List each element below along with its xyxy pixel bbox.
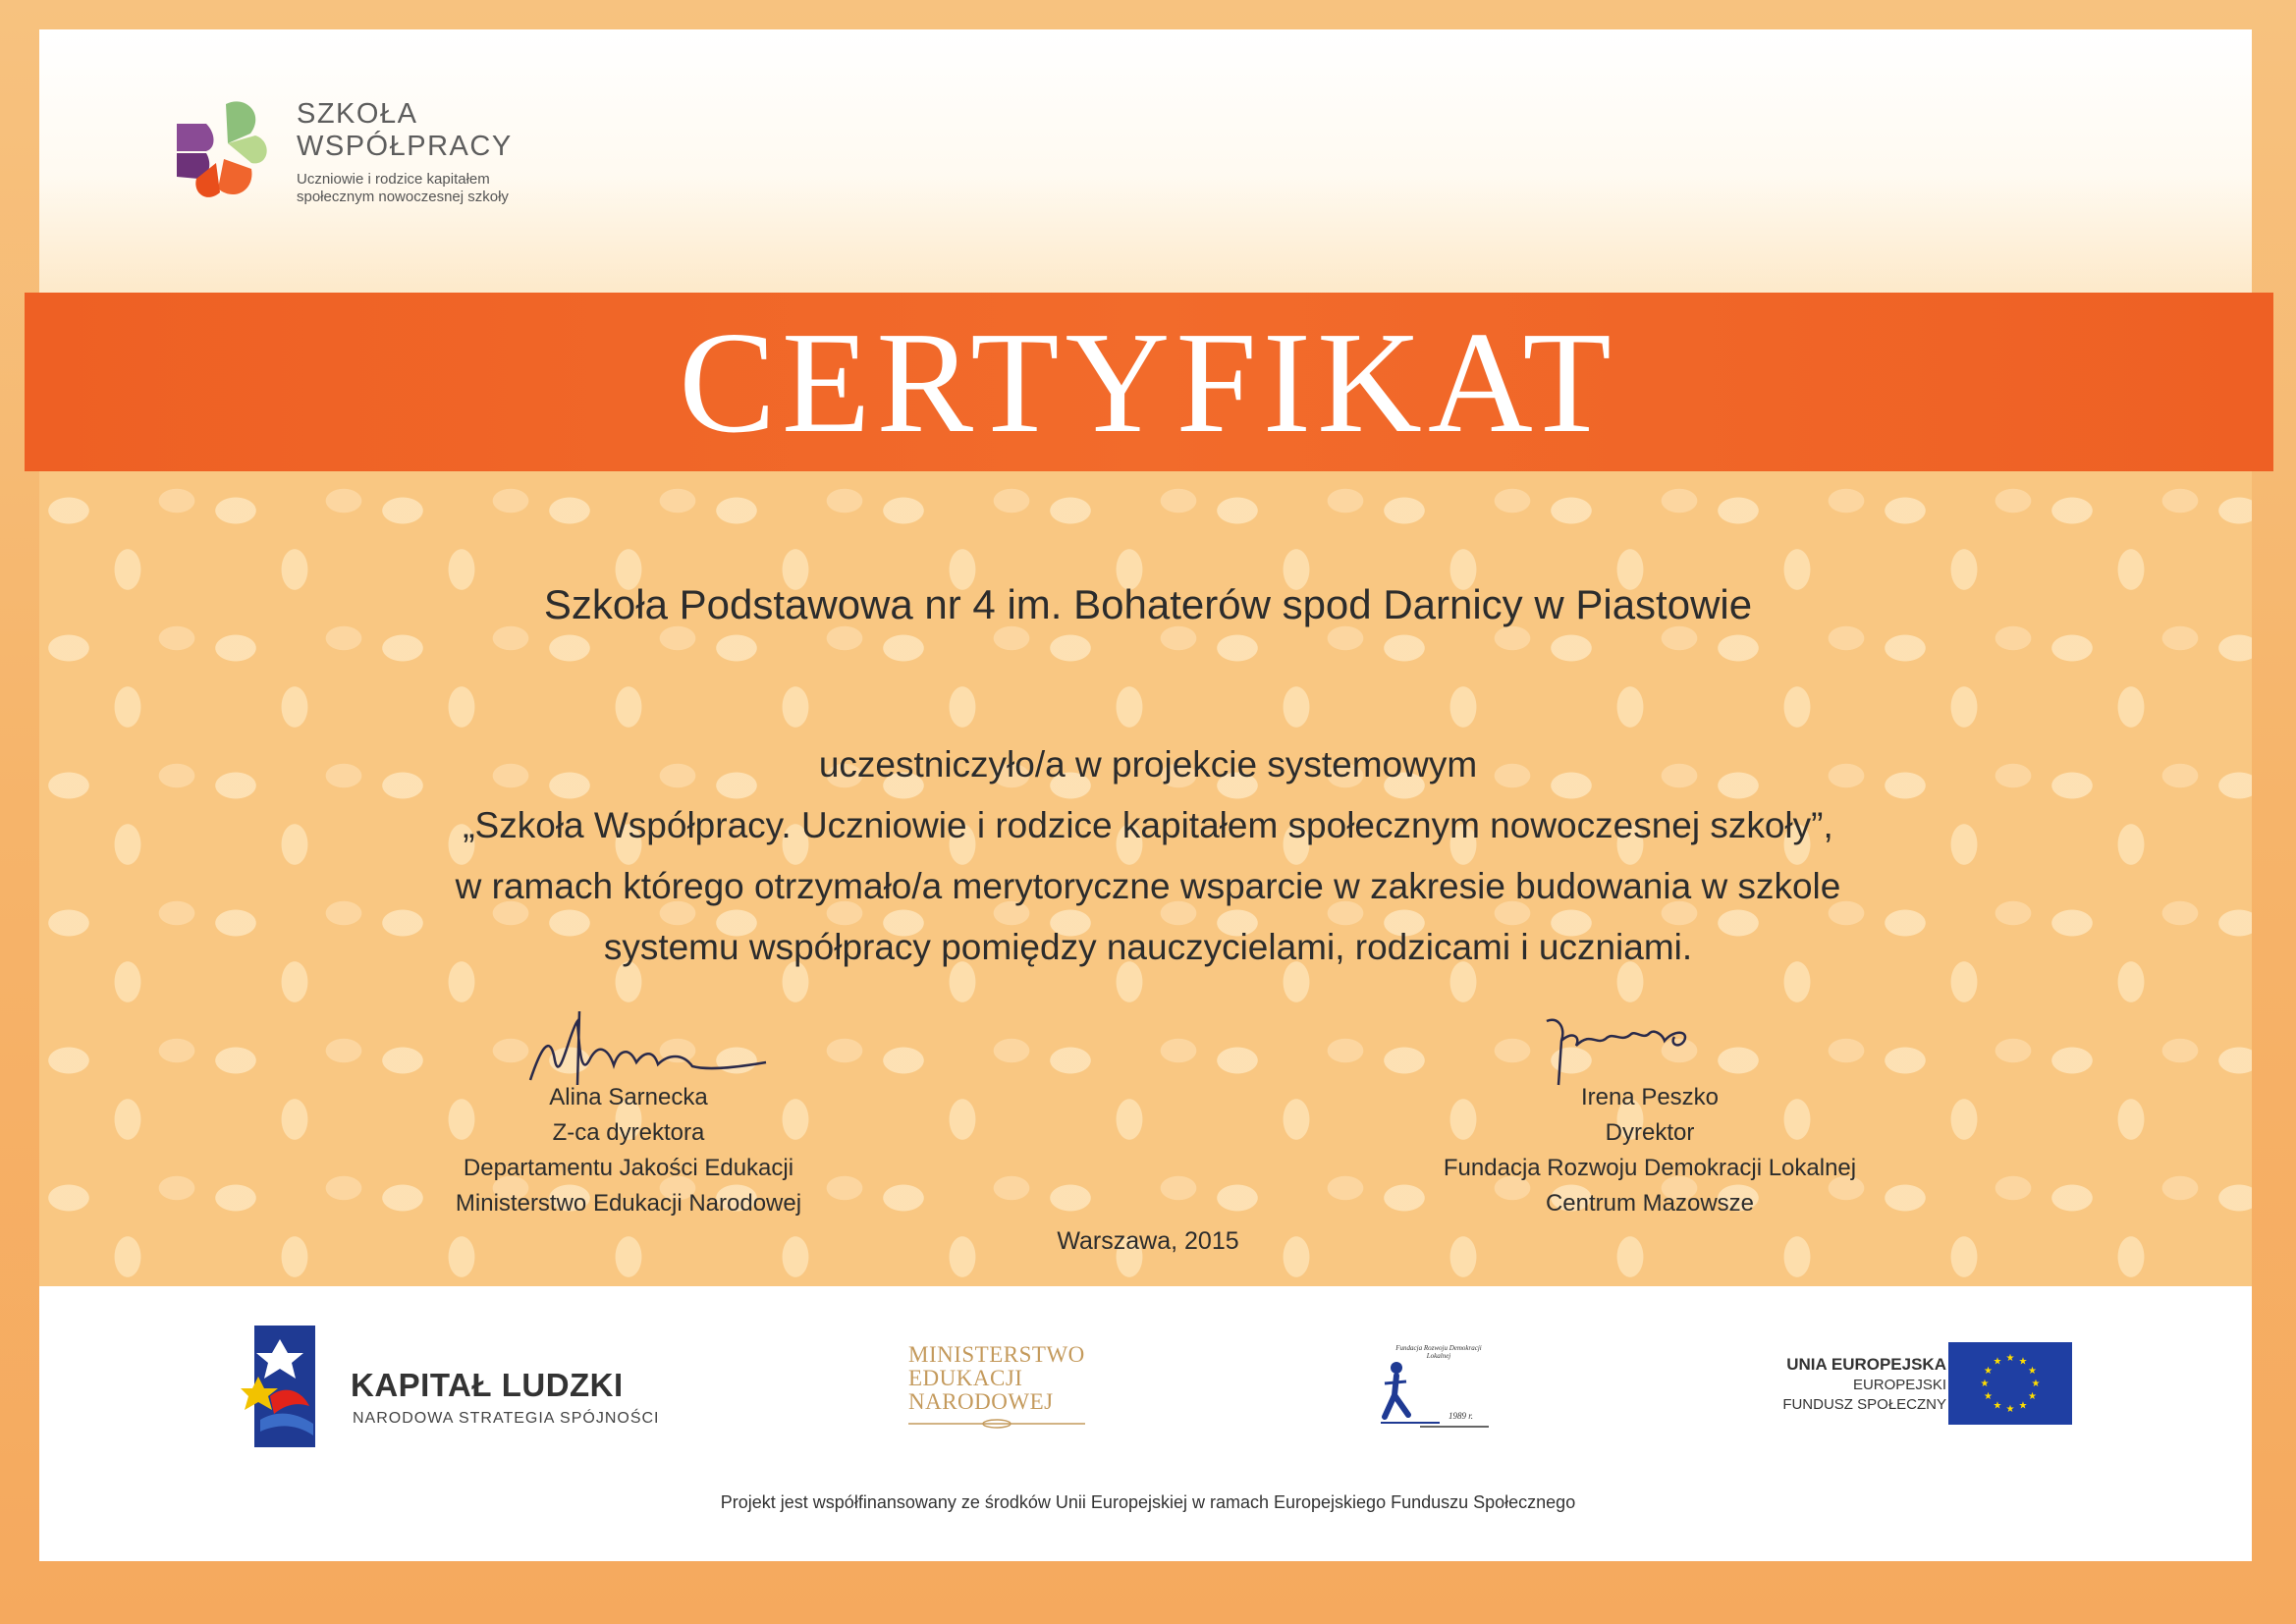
eu-star-icon: ★ [2031, 1379, 2041, 1389]
signatory-institution: Fundacja Rozwoju Demokracji Lokalnej [1443, 1155, 1857, 1181]
ministry-line3: NARODOWEJ [908, 1389, 1054, 1414]
eu-logo [1748, 1342, 2072, 1431]
signatory-institution: Ministerstwo Edukacji Narodowej [455, 1190, 802, 1217]
signatory-name: Irena Peszko [1580, 1084, 1720, 1110]
body-line: systemu współpracy pomiędzy nauczycielami, rodzicami i uczniami. [603, 927, 1693, 967]
certificate-body [0, 734, 2296, 978]
logo-line1: SZKOŁA [297, 98, 418, 130]
kapital-ludzki-logo [241, 1326, 660, 1453]
ministry-line1: MINISTERSTWO [908, 1342, 1085, 1367]
eu-star-icon: ★ [2018, 1400, 2028, 1412]
kapital-ludzki-title: KAPITAŁ LUDZKI [351, 1367, 624, 1403]
eu-star-icon: ★ [1993, 1400, 2002, 1412]
eu-star-icon: ★ [2028, 1366, 2038, 1377]
school-name: Szkoła Podstawowa nr 4 im. Bohaterów spod Darnicy w Piastowie [543, 581, 1753, 627]
place-date: Warszawa, 2015 [1057, 1227, 1239, 1255]
body-line: „Szkoła Współpracy. Uczniowie i rodzice kapitałem społecznym nowoczesnej szkoły”, [463, 805, 1833, 845]
financing-note: Projekt jest współfinansowany ze środków Unii Europejskiej w ramach Europejskiego Funduszu Społecznego [720, 1492, 1576, 1512]
eu-line2: EUROPEJSKI [1852, 1377, 1946, 1393]
logo-tagline2: społecznym nowoczesnej szkoły [297, 189, 509, 205]
logo-line2: WSPÓŁPRACY [297, 131, 513, 162]
flower-logo-icon [167, 94, 285, 212]
foundation-year: 1989 r. [1449, 1411, 1474, 1421]
eu-star-icon: ★ [1983, 1391, 1993, 1402]
signature-right [1537, 1001, 1704, 1090]
eu-star-icon: ★ [1983, 1366, 1993, 1377]
signatory-role: Z-ca dyrektora [552, 1119, 705, 1146]
ministry-logo [908, 1343, 1095, 1435]
signatory-left [393, 1080, 864, 1221]
logo-tagline1: Uczniowie i rodzice kapitałem [297, 171, 490, 188]
eu-line3: FUNDUSZ SPOŁECZNY [1782, 1396, 1946, 1413]
foundation-underline-icon [1420, 1425, 1489, 1429]
eu-star-icon: ★ [2005, 1404, 2015, 1415]
signatory-department: Departamentu Jakości Edukacji [463, 1155, 794, 1181]
eu-flag-icon [1948, 1342, 2072, 1425]
body-line: uczestniczyło/a w projekcie systemowym [818, 744, 1478, 785]
signatory-role: Dyrektor [1605, 1119, 1695, 1146]
signatory-name: Alina Sarnecka [549, 1084, 708, 1110]
walking-figure-icon [1381, 1358, 1440, 1427]
eu-star-icon: ★ [1980, 1379, 1990, 1389]
foundation-logo [1375, 1340, 1493, 1438]
ministry-line2: EDUKACJI [908, 1366, 1023, 1390]
eu-line1: UNIA EUROPEJSKA [1786, 1355, 1946, 1374]
foundation-name: Fundacja Rozwoju Demokracji Lokalnej [1395, 1344, 1482, 1360]
eu-star-icon: ★ [2018, 1356, 2028, 1368]
pen-underline-icon [908, 1418, 1085, 1430]
certificate-title: CERTYFIKAT [679, 302, 1617, 463]
signatory-right [1394, 1080, 1905, 1221]
eu-star-icon: ★ [2005, 1353, 2015, 1364]
eu-star-icon: ★ [2028, 1391, 2038, 1402]
kapital-ludzki-emblem-icon [241, 1326, 319, 1447]
signatory-branch: Centrum Mazowsze [1545, 1190, 1755, 1217]
eu-star-icon: ★ [1993, 1356, 2002, 1368]
body-line: w ramach którego otrzymało/a merytoryczne wsparcie w zakresie budowania w szkole [455, 866, 1841, 906]
kapital-ludzki-subtitle: NARODOWA STRATEGIA SPÓJNOŚCI [353, 1410, 660, 1427]
szkola-wspolpracy-logo [167, 94, 579, 222]
